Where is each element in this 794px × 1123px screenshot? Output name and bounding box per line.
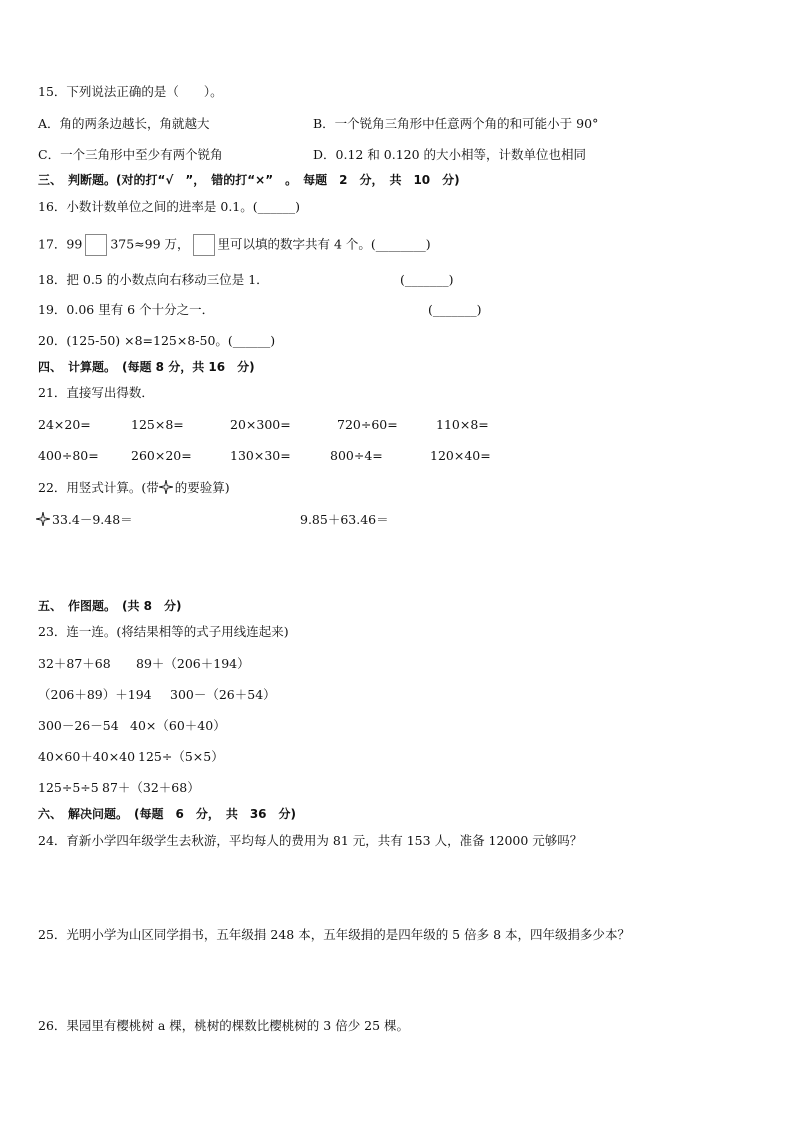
q26: 26．果园里有樱桃树 a 棵，桃树的棵数比樱桃树的 3 倍少 25 棵。 [38, 1018, 410, 1033]
q22-stem [38, 480, 230, 496]
q15-option-a: A．角的两条边越长，角就越大 [38, 116, 210, 131]
star-icon [36, 512, 50, 526]
q17 [38, 234, 431, 256]
section-4-heading: 四、 计算题。 (每题 8 分，共 16 分) [38, 360, 255, 374]
q17-part2: 375≈99 万， [110, 236, 190, 252]
q21-row2-item: 120×40= [430, 448, 491, 463]
q18-text: 18．把 0.5 的小数点向右移动三位是 1． [38, 272, 269, 287]
q23-right-expr: 125÷（5×5） [138, 749, 224, 764]
q15-option-d: D．0.12 和 0.120 的大小相等，计数单位也相同 [313, 147, 587, 162]
q22-expr1-line [36, 512, 133, 528]
q23-left-expr: （206＋89）＋194 [38, 687, 152, 702]
q15-option-c: C．一个三角形中至少有两个锐角 [38, 147, 223, 162]
answer-box[interactable] [85, 234, 107, 256]
q23-left-expr: 40×60＋40×40 [38, 749, 136, 764]
q22-expr2: 9.85＋63.46＝ [300, 512, 389, 527]
section-6-heading: 六、 解决问题。 (每题 6 分， 共 36 分) [38, 807, 297, 821]
q21-stem: 21．直接写出得数． [38, 385, 154, 400]
q23-stem: 23．连一连。(将结果相等的式子用线连起来) [38, 624, 289, 639]
q23-right-expr: 89＋（206＋194） [136, 656, 250, 671]
section-3-heading: 三、 判断题。(对的打“√ ”， 错的打“×” 。 每题 2 分， 共 10 分) [38, 173, 460, 187]
q21-row2-item: 800÷4= [330, 448, 383, 463]
answer-box[interactable] [193, 234, 215, 256]
q21-row2-item: 130×30= [230, 448, 291, 463]
q21-row2-item: 400÷80= [38, 448, 99, 463]
section-5-heading: 五、 作图题。 (共 8 分) [38, 599, 182, 613]
q19-blank: (_______) [428, 302, 482, 317]
q23-right-expr: 300－（26＋54） [170, 687, 276, 702]
q20: 20．(125-50) ×8=125×8-50。(______) [38, 333, 276, 348]
q21-row1-item: 24×20= [38, 417, 91, 432]
q23-right-expr: 40×（60＋40） [130, 718, 226, 733]
q22-stem-a: 22．用竖式计算。(带 [38, 480, 159, 495]
q15-option-b: B．一个锐角三角形中任意两个角的和可能小于 90° [313, 116, 599, 131]
q22-expr1: 33.4－9.48＝ [52, 512, 133, 527]
q17-part1: 17．99 [38, 236, 83, 252]
q25: 25．光明小学为山区同学捐书，五年级捐 248 本，五年级捐的是四年级的 5 倍多 8 本，四年级捐多少本？ [38, 927, 631, 942]
q21-row2-item: 260×20= [131, 448, 192, 463]
q17-part3: 里可以填的数字共有 4 个。(________) [217, 236, 431, 252]
q21-row1-item: 125×8= [131, 417, 184, 432]
q22-stem-b: 的要验算) [174, 480, 230, 495]
q19-text: 19．0.06 里有 6 个十分之一． [38, 302, 215, 317]
q15-stem: 15．下列说法正确的是（ ）。 [38, 84, 223, 99]
q23-left-expr: 32＋87＋68 [38, 656, 111, 671]
q21-row1-item: 110×8= [436, 417, 489, 432]
q23-left-expr: 300－26－54 [38, 718, 119, 733]
q16: 16．小数计数单位之间的进率是 0.1。(______) [38, 199, 301, 214]
q23-right-expr: 87＋（32＋68） [102, 780, 200, 795]
q21-row1-item: 720÷60= [337, 417, 398, 432]
star-icon [159, 480, 173, 494]
q24: 24．育新小学四年级学生去秋游，平均每人的费用为 81 元，共有 153 人，准备 12000 元够吗？ [38, 833, 583, 848]
q18-blank: (_______) [400, 272, 454, 287]
q21-row1-item: 20×300= [230, 417, 291, 432]
q23-left-expr: 125÷5÷5 [38, 780, 99, 795]
